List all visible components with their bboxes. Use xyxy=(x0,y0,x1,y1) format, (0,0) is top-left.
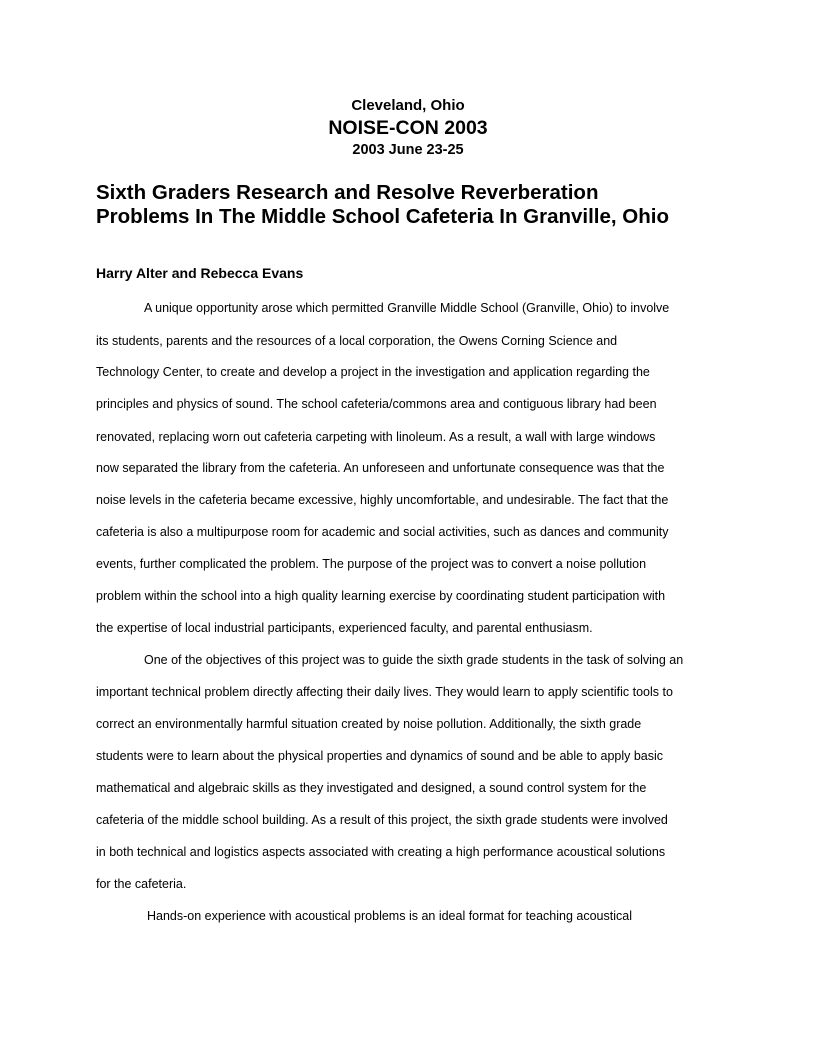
body-line-17: cafeteria of the middle school building. As a result of this project, the sixth grade students were involved xyxy=(96,813,668,827)
body-line-1: A unique opportunity arose which permitted Granville Middle School (Granville, Ohio) to involve xyxy=(144,301,670,315)
body-line-18: in both technical and logistics aspects associated with creating a high performance acoustical solutions xyxy=(96,845,666,859)
body-line-7: noise levels in the cafeteria became excessive, highly uncomfortable, and undesirable. The fact that the xyxy=(96,493,669,507)
conference-name: NOISE-CON 2003 xyxy=(328,117,488,139)
body-line-8: cafeteria is also a multipurpose room for academic and social activities, such as dances and community xyxy=(96,525,669,539)
paper-title xyxy=(96,181,776,229)
body-line-5: renovated, replacing worn out cafeteria carpeting with linoleum. As a result, a wall with large windows xyxy=(96,430,656,444)
body-line-2: its students, parents and the resources of a local corporation, the Owens Corning Science and xyxy=(96,334,618,348)
body-line-15: students were to learn about the physical properties and dynamics of sound and be able to apply basic xyxy=(96,749,664,763)
body-line-13: important technical problem directly affecting their daily lives. They would learn to apply scientific tools to xyxy=(96,685,673,699)
paper-authors: Harry Alter and Rebecca Evans xyxy=(96,265,304,281)
body-line-12: One of the objectives of this project was to guide the sixth grade students in the task of solving an xyxy=(144,653,684,667)
conference-dates: 2003 June 23-25 xyxy=(352,142,464,158)
body-line-10: problem within the school into a high quality learning exercise by coordinating student participation with xyxy=(96,589,666,603)
body-line-9: events, further complicated the problem. The purpose of the project was to convert a noise pollution xyxy=(96,557,647,571)
body-line-4: principles and physics of sound. The school cafeteria/commons area and contiguous library had been xyxy=(96,397,657,411)
body-line-16: mathematical and algebraic skills as they investigated and designed, a sound control system for the xyxy=(96,781,647,795)
paper-title-line-2: Problems In The Middle School Cafeteria In Granville, Ohio xyxy=(96,205,669,228)
conference-venue: Cleveland, Ohio xyxy=(351,97,465,114)
body-line-20: Hands-on experience with acoustical problems is an ideal format for teaching acoustical xyxy=(147,909,632,923)
body-line-19: for the cafeteria. xyxy=(96,877,187,891)
body-line-6: now separated the library from the cafeteria. An unforeseen and unfortunate consequence was that the xyxy=(96,461,665,475)
paper-title-line-1: Sixth Graders Research and Resolve Reverberation xyxy=(96,181,599,204)
body-line-3: Technology Center, to create and develop a project in the investigation and application regarding the xyxy=(96,365,650,379)
body-line-11: the expertise of local industrial participants, experienced faculty, and parental enthusiasm. xyxy=(96,621,593,635)
body-line-14: correct an environmentally harmful situation created by noise pollution. Additionally, the sixth grade xyxy=(96,717,642,731)
